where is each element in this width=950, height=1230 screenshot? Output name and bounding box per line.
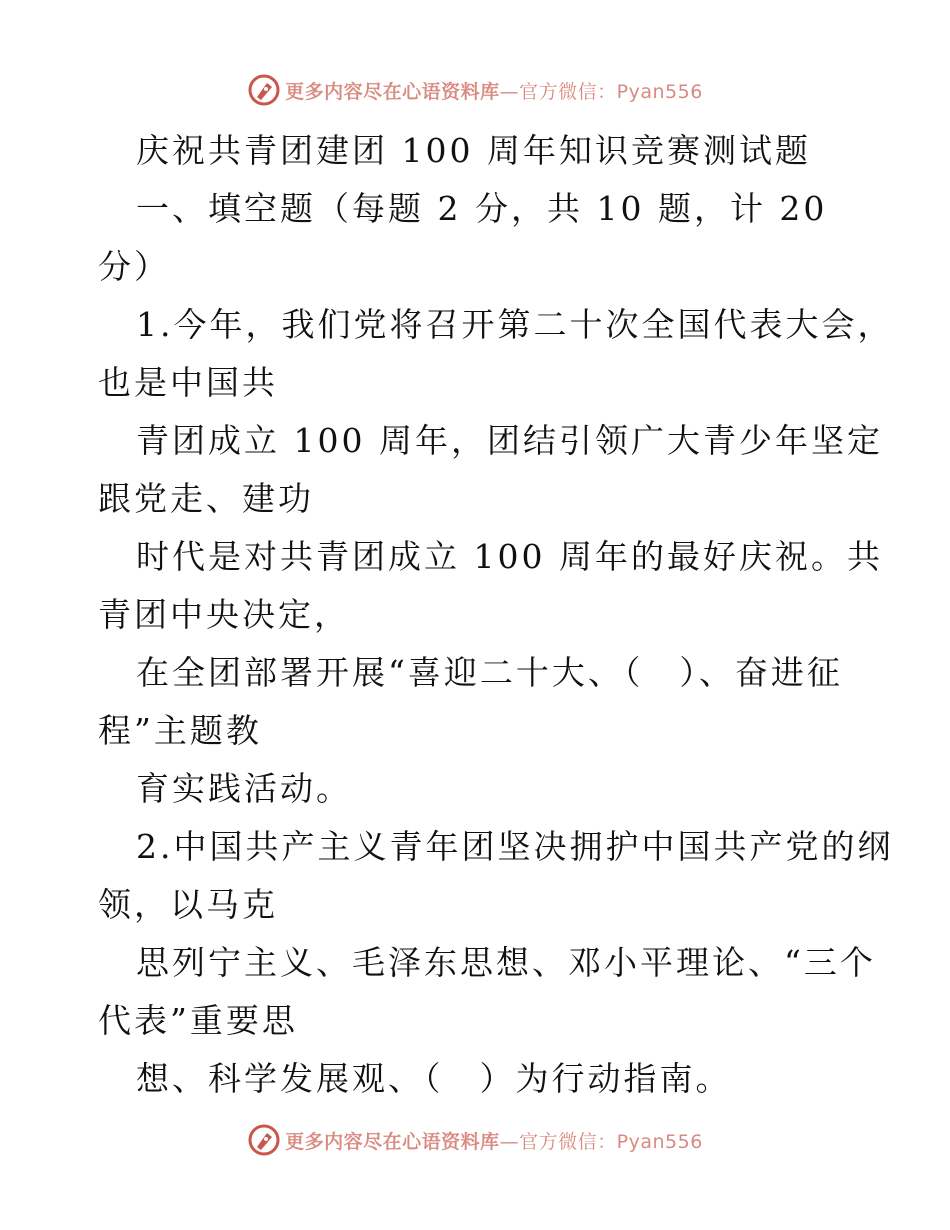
- text-line: 育实践活动。: [136, 769, 352, 808]
- text-line: 2.中国共产主义青年团坚决拥护中国共产党的纲: [136, 827, 894, 866]
- text-line: 代表”重要思: [98, 1001, 298, 1040]
- text-line: 领，以马克: [98, 885, 278, 924]
- text-line: 在全团部署开展“喜迎二十大、（ ）、奋进征: [136, 653, 843, 692]
- pen-nib-logo-icon: [247, 73, 281, 107]
- watermark-text: 更多内容尽在心语资料库—官方微信：Pyan556: [285, 80, 703, 103]
- text-line: 想、科学发展观、（ ）为行动指南。: [136, 1059, 732, 1098]
- pen-nib-logo-icon: [247, 1123, 281, 1157]
- text-line: 程”主题教: [98, 711, 262, 750]
- text-line: 时代是对共青团成立 100 周年的最好庆祝。共: [136, 537, 883, 576]
- watermark-banner-bottom: [0, 1120, 950, 1160]
- text-line: 也是中国共: [98, 363, 278, 402]
- text-line: 青团中央决定，: [98, 595, 350, 634]
- text-line: 思列宁主义、毛泽东思想、邓小平理论、“三个: [136, 943, 876, 982]
- text-line: 分）: [98, 247, 170, 286]
- text-line: 一、填空题（每题 2 分，共 10 题，计 20: [136, 189, 828, 228]
- document-body: [98, 122, 894, 1108]
- text-line: 跟党走、建功: [98, 479, 314, 518]
- text-line: 庆祝共青团建团 100 周年知识竞赛测试题: [136, 131, 811, 170]
- text-line: 1.今年，我们党将召开第二十次全国代表大会，: [136, 305, 894, 344]
- watermark-banner-top: [0, 70, 950, 110]
- text-line: 青团成立 100 周年，团结引领广大青少年坚定: [136, 421, 883, 460]
- watermark-text: 更多内容尽在心语资料库—官方微信：Pyan556: [285, 1130, 703, 1153]
